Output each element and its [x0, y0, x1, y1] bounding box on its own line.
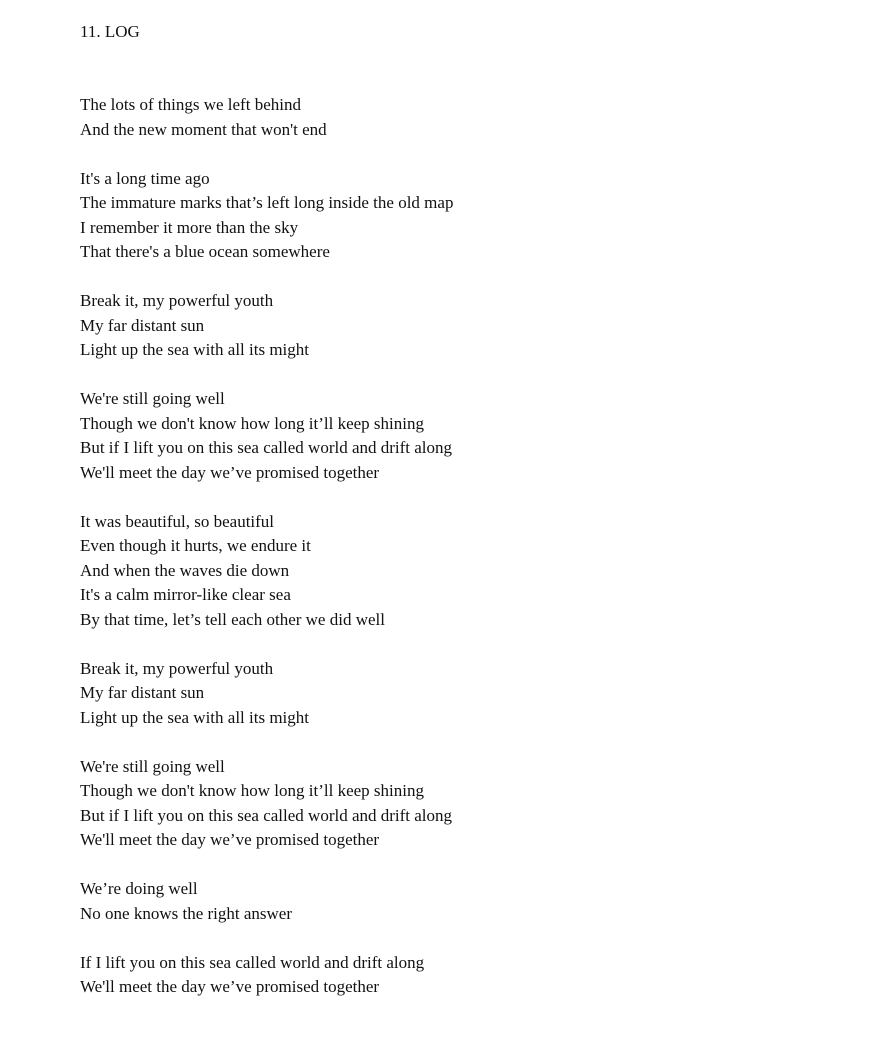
stanza — [80, 289, 860, 363]
stanza — [80, 657, 860, 731]
lyric-line: My far distant sun — [80, 683, 205, 702]
lyric-line: Light up the sea with all its might — [80, 707, 310, 727]
lyric-line: That there's a blue ocean somewhere — [80, 242, 330, 261]
lyric-line: It's a long time ago — [80, 168, 210, 188]
stanza — [80, 93, 860, 142]
document-title: 11. LOG — [80, 22, 140, 41]
lyric-line: By that time, let’s tell each other we did well — [80, 609, 385, 629]
lyric-line: Even though it hurts, we endure it — [80, 536, 311, 555]
lyric-line: We’re doing well — [80, 879, 198, 898]
lyric-line: No one knows the right answer — [80, 903, 292, 923]
lyric-line: We'll meet the day we’ve promised together — [80, 977, 380, 996]
lyric-line: Though we don't know how long it’ll keep shining — [80, 413, 424, 433]
lyric-line: The lots of things we left behind — [80, 95, 301, 114]
lyric-line: We'll meet the day we’ve promised together — [80, 462, 380, 482]
lyric-line: Break it, my powerful youth — [80, 291, 274, 310]
lyric-line: We're still going well — [80, 756, 225, 776]
stanza — [80, 387, 860, 485]
lyric-line: But if I lift you on this sea called world and drift along — [80, 805, 453, 825]
lyric-line: Though we don't know how long it’ll keep shining — [80, 781, 424, 800]
lyric-line: Break it, my powerful youth — [80, 658, 274, 678]
lyric-line: I remember it more than the sky — [80, 217, 299, 237]
stanza — [80, 510, 860, 633]
document-page — [80, 20, 860, 1024]
lyric-line: Light up the sea with all its might — [80, 340, 310, 359]
stanza — [80, 951, 860, 1000]
lyric-line: We're still going well — [80, 389, 225, 408]
lyric-line: We'll meet the day we’ve promised together — [80, 830, 380, 849]
stanza — [80, 755, 860, 853]
lyric-line: If I lift you on this sea called world and drift along — [80, 952, 425, 972]
lyric-line: It was beautiful, so beautiful — [80, 511, 275, 531]
lyric-line: The immature marks that’s left long inside the old map — [80, 193, 454, 212]
lyric-line: And the new moment that won't end — [80, 119, 327, 139]
stanza — [80, 167, 860, 265]
stanza — [80, 877, 860, 926]
lyric-line: It's a calm mirror-like clear sea — [80, 585, 291, 604]
lyric-line: And when the waves die down — [80, 560, 290, 580]
lyric-line: My far distant sun — [80, 315, 205, 335]
lyric-line: But if I lift you on this sea called world and drift along — [80, 438, 453, 457]
lyrics-body — [80, 93, 860, 1000]
